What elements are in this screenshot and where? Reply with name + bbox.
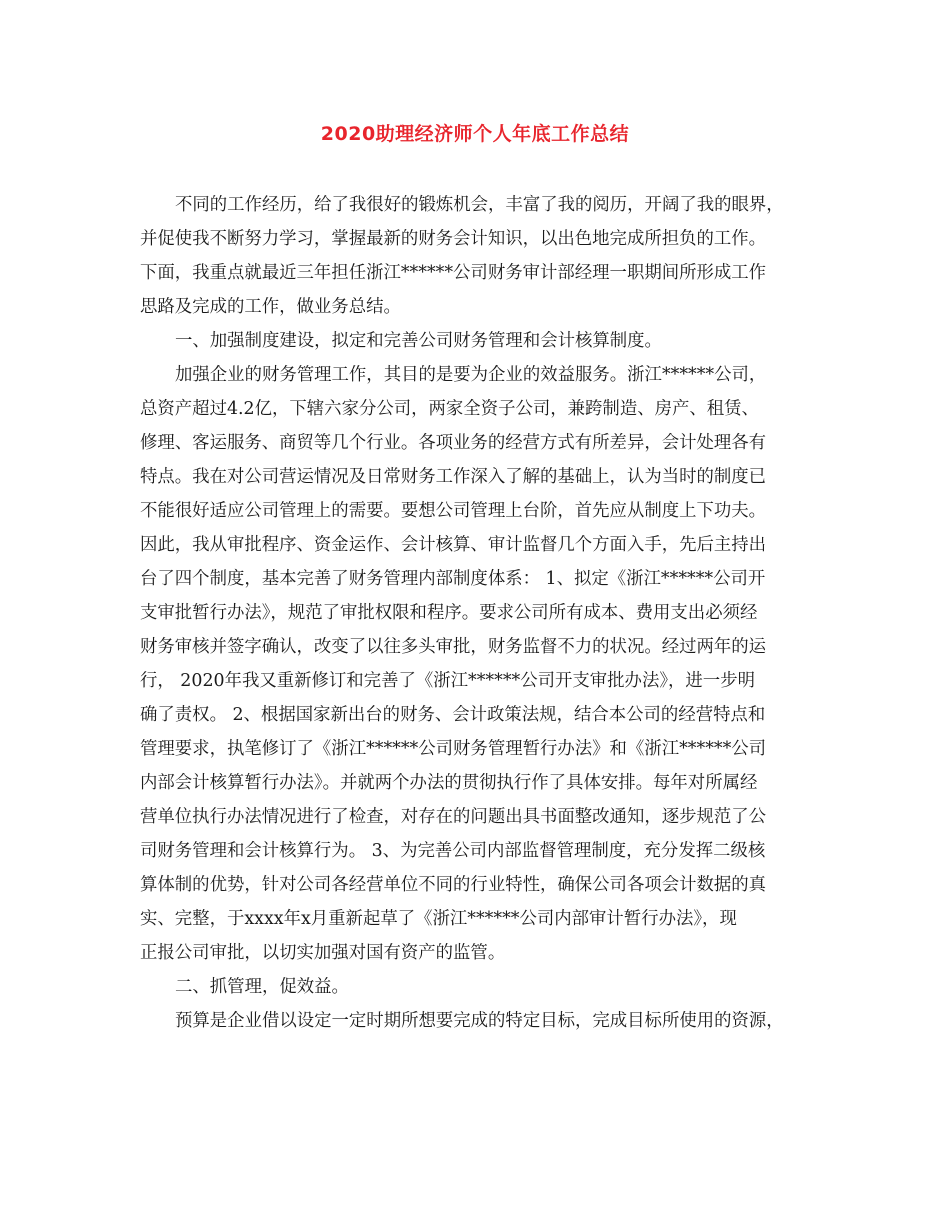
paragraph-line: 正报公司审批，以切实加强对国有资产的监管。 [140,943,506,963]
paragraph-line: 算体制的优势，针对公司各经营单位不同的行业特性，确保公司各项会计数据的真 [140,875,767,895]
paragraph-line: 因此，我从审批程序、资金运作、会计核算、审计监督几个方面入手，先后主持出 [140,535,767,555]
paragraph-line: 不能很好适应公司管理上的需要。要想公司管理上台阶，首先应从制度上下功夫。 [140,501,767,521]
paragraph-line: 台了四个制度，基本完善了财务管理内部制度体系： 1、拟定《浙江******公司开 [140,569,766,589]
paragraph-line: 行， 2020年我又重新修订和完善了《浙江******公司开支审批办法》，进一步明 [140,671,755,691]
paragraph-line: 总资产超过4.2亿，下辖六家分公司，两家全资子公司，兼跨制造、房产、租赁、 [140,399,759,419]
document-title: 2020助理经济师个人年底工作总结 [320,123,630,145]
paragraph-line: 加强企业的财务管理工作，其目的是要为企业的效益服务。浙江******公司， [175,365,767,385]
paragraph-line: 管理要求，执笔修订了《浙江******公司财务管理暂行办法》和《浙江******公司 [140,739,767,759]
paragraph-line: 一、加强制度建设，拟定和完善公司财务管理和会计核算制度。 [175,331,662,351]
paragraph-line: 财务审核并签字确认，改变了以往多头审批，财务监督不力的状况。经过两年的运 [140,637,767,657]
paragraph-line: 二、抓管理，促效益。 [175,977,349,997]
paragraph-line: 修理、客运服务、商贸等几个行业。各项业务的经营方式有所差异，会计处理各有 [140,433,767,453]
paragraph-line: 预算是企业借以设定一定时期所想要完成的特定目标，完成目标所使用的资源， [175,1011,784,1031]
document-body [140,188,826,1038]
paragraph-line: 思路及完成的工作，做业务总结。 [140,297,401,317]
paragraph-line: 确了责权。 2、根据国家新出台的财务、会计政策法规，结合本公司的经营特点和 [140,705,766,725]
paragraph-line: 实、完整，于xxxx年x月重新起草了《浙江******公司内部审计暂行办法》，现 [140,909,737,929]
paragraph-line: 下面，我重点就最近三年担任浙江******公司财务审计部经理一职期间所形成工作 [140,263,767,283]
paragraph-line: 营单位执行办法情况进行了检查，对存在的问题出具书面整改通知，逐步规范了公 [140,807,767,827]
paragraph-line: 不同的工作经历，给了我很好的锻炼机会，丰富了我的阅历，开阔了我的眼界， [175,195,784,215]
paragraph-line: 特点。我在对公司营运情况及日常财务工作深入了解的基础上，认为当时的制度已 [140,467,767,487]
paragraph-line: 司财务管理和会计核算行为。 3、为完善公司内部监督管理制度，充分发挥二级核 [140,841,766,861]
paragraph-line: 内部会计核算暂行办法》。并就两个办法的贯彻执行作了具体安排。每年对所属经 [140,773,758,793]
paragraph-line: 并促使我不断努力学习，掌握最新的财务会计知识，以出色地完成所担负的工作。 [140,229,767,249]
paragraph-line: 支审批暂行办法》，规范了审批权限和程序。要求公司所有成本、费用支出必须经 [140,603,758,623]
